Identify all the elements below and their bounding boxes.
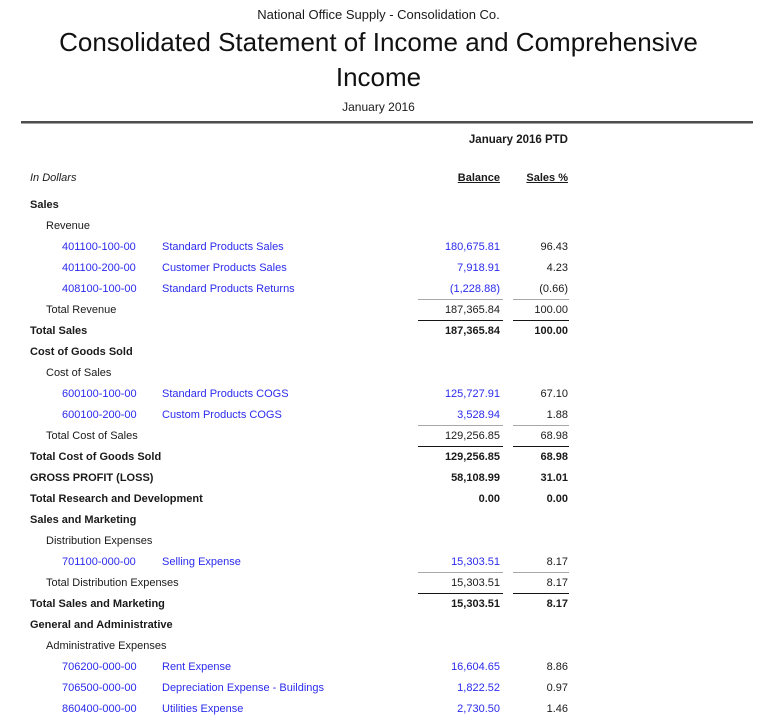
row-label: Cost of Sales — [46, 367, 112, 379]
account-description-link[interactable]: Utilities Expense — [162, 703, 244, 715]
currency-label: In Dollars — [30, 172, 77, 184]
salespct-column-header: Sales % — [526, 172, 568, 184]
column-group-header: January 2016 PTD — [468, 134, 568, 146]
row-label: Total Research and Development — [30, 493, 203, 505]
row-label: Distribution Expenses — [46, 535, 153, 547]
account-description-link[interactable]: Standard Products Sales — [162, 241, 284, 253]
row-label: Total Sales and Marketing — [30, 598, 165, 610]
balance-value: 187,365.84 — [444, 325, 500, 337]
balance-value: 15,303.51 — [451, 577, 500, 589]
header-rule — [21, 121, 753, 124]
account-description-link[interactable]: Rent Expense — [162, 661, 232, 673]
balance-value[interactable]: 16,604.65 — [451, 661, 500, 673]
balance-value[interactable]: 2,730.50 — [457, 703, 500, 715]
row-label: Total Cost of Sales — [46, 430, 138, 442]
account-number-link[interactable]: 860400-000-00 — [62, 703, 137, 715]
row-label: Total Distribution Expenses — [46, 577, 179, 589]
row-label: Total Revenue — [46, 304, 117, 316]
row-label: Revenue — [46, 220, 91, 232]
balance-value: 187,365.84 — [444, 304, 500, 316]
account-row — [30, 278, 757, 299]
sales-pct-value: 100.00 — [534, 325, 568, 337]
account-description-link[interactable]: Depreciation Expense - Buildings — [162, 682, 325, 694]
sales-pct-value: 1.88 — [546, 409, 568, 421]
row-label: Sales — [30, 199, 59, 211]
balance-value[interactable]: 7,918.91 — [457, 262, 500, 274]
row-label: Sales and Marketing — [30, 514, 137, 526]
balance-value[interactable]: 125,727.91 — [444, 388, 500, 400]
sales-pct-value: 4.23 — [546, 262, 568, 274]
account-description-link[interactable]: Customer Products Sales — [162, 262, 287, 274]
sales-pct-value: 68.98 — [540, 430, 568, 442]
report-period: January 2016 — [342, 100, 415, 114]
table-row — [30, 635, 757, 656]
account-number-link[interactable]: 706200-000-00 — [62, 661, 137, 673]
balance-column-header: Balance — [457, 172, 500, 184]
account-row — [30, 404, 757, 425]
balance-value: 0.00 — [478, 493, 500, 505]
account-row — [30, 677, 757, 698]
row-label: Cost of Goods Sold — [30, 346, 133, 358]
balance-value[interactable]: 1,822.52 — [457, 682, 500, 694]
sales-pct-value: (0.66) — [539, 283, 568, 295]
account-description-link[interactable]: Custom Products COGS — [162, 409, 282, 421]
sales-pct-value: 0.00 — [546, 493, 568, 505]
table-row — [30, 572, 757, 593]
sales-pct-value: 67.10 — [540, 388, 568, 400]
account-row — [30, 257, 757, 278]
balance-value[interactable]: 15,303.51 — [451, 556, 500, 568]
sales-pct-value: 96.43 — [540, 241, 568, 253]
table-row — [30, 614, 757, 635]
table-row — [30, 425, 757, 446]
account-number-link[interactable]: 600100-200-00 — [62, 409, 137, 421]
table-row — [30, 446, 757, 467]
account-row — [30, 698, 757, 715]
table-row — [30, 593, 757, 614]
column-group-row — [30, 129, 757, 150]
report-title: Consolidated Statement of Income and Comprehensive Income — [59, 27, 698, 92]
account-number-link[interactable]: 706500-000-00 — [62, 682, 137, 694]
balance-value: 129,256.85 — [444, 430, 500, 442]
account-row — [30, 656, 757, 677]
report-body — [0, 129, 757, 715]
sales-pct-value: 8.17 — [546, 598, 568, 610]
table-row — [30, 362, 757, 383]
row-label: General and Administrative — [30, 619, 173, 631]
account-description-link[interactable]: Standard Products Returns — [162, 283, 295, 295]
table-row — [30, 299, 757, 320]
sales-pct-value: 8.17 — [546, 556, 568, 568]
table-row — [30, 488, 757, 509]
sales-pct-value: 8.86 — [546, 661, 568, 673]
balance-value: 58,108.99 — [451, 472, 500, 484]
balance-value[interactable]: 3,528.94 — [457, 409, 500, 421]
table-row — [30, 320, 757, 341]
account-number-link[interactable]: 600100-100-00 — [62, 388, 137, 400]
account-number-link[interactable]: 408100-100-00 — [62, 283, 137, 295]
account-row — [30, 383, 757, 404]
row-label: Total Cost of Goods Sold — [30, 451, 162, 463]
balance-value[interactable]: 180,675.81 — [444, 241, 500, 253]
account-description-link[interactable]: Selling Expense — [162, 556, 241, 568]
sales-pct-value: 100.00 — [534, 304, 568, 316]
sales-pct-value: 31.01 — [540, 472, 568, 484]
sales-pct-value: 8.17 — [546, 577, 568, 589]
row-label: GROSS PROFIT (LOSS) — [30, 472, 154, 484]
company-name: National Office Supply - Consolidation Co. — [257, 7, 500, 22]
account-row — [30, 236, 757, 257]
table-row — [30, 467, 757, 488]
column-header-row — [30, 167, 757, 188]
table-row — [30, 341, 757, 362]
account-description-link[interactable]: Standard Products COGS — [162, 388, 289, 400]
row-label: Total Sales — [30, 325, 88, 337]
balance-value[interactable]: (1,228.88) — [449, 283, 500, 295]
table-row — [30, 215, 757, 236]
balance-value: 129,256.85 — [444, 451, 500, 463]
table-row — [30, 530, 757, 551]
account-number-link[interactable]: 401100-100-00 — [62, 241, 136, 253]
row-label: Administrative Expenses — [46, 640, 167, 652]
account-number-link[interactable]: 401100-200-00 — [62, 262, 136, 274]
sales-pct-value: 1.46 — [546, 703, 568, 715]
account-row — [30, 551, 757, 572]
report-rows — [30, 194, 757, 715]
table-row — [30, 194, 757, 215]
account-number-link[interactable]: 701100-000-00 — [62, 556, 136, 568]
sales-pct-value: 0.97 — [546, 682, 568, 694]
balance-value: 15,303.51 — [451, 598, 500, 610]
sales-pct-value: 68.98 — [540, 451, 568, 463]
table-row — [30, 509, 757, 530]
